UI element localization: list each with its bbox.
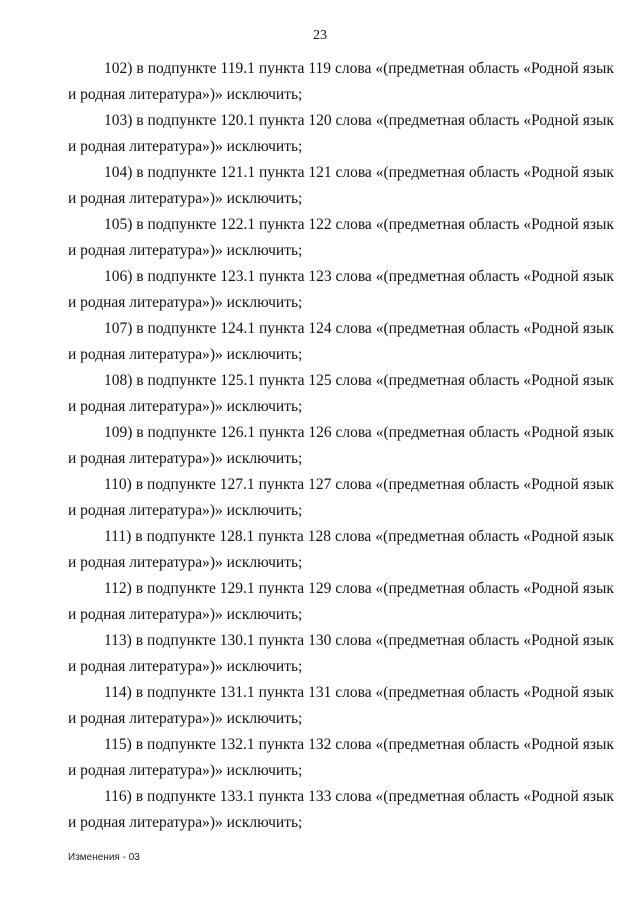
- word: 113): [104, 632, 132, 649]
- word: 104): [104, 164, 133, 181]
- word: язык: [582, 788, 614, 805]
- amendment-list: [68, 56, 614, 836]
- word: «(предметная: [375, 60, 465, 77]
- amendment-item: [68, 160, 614, 212]
- word: 131: [308, 684, 332, 701]
- word: в: [136, 112, 144, 129]
- word: пункта: [258, 268, 305, 285]
- word: язык: [582, 736, 614, 753]
- amendment-line: [68, 784, 614, 810]
- word: 119: [308, 60, 331, 77]
- word: 120: [308, 112, 332, 129]
- amendment-item: [68, 108, 614, 160]
- word: «Родной: [523, 580, 579, 597]
- amendment-item: [68, 576, 614, 628]
- word: слова: [335, 632, 372, 649]
- word: подпункте: [147, 424, 217, 441]
- word: язык: [582, 216, 614, 233]
- page-number: 23: [313, 28, 327, 43]
- word: пункта: [258, 320, 305, 337]
- word: область: [468, 320, 520, 337]
- word: область: [468, 216, 520, 233]
- word: пункта: [258, 424, 305, 441]
- word: в: [135, 684, 144, 701]
- word: слова: [334, 60, 372, 77]
- amendment-line: [68, 472, 614, 498]
- amendment-continuation: и родная литература»)» исключить;: [68, 658, 303, 675]
- word: язык: [582, 632, 614, 649]
- amendment-line: [68, 524, 614, 550]
- word: слова: [334, 528, 372, 545]
- amendment-continuation: и родная литература»)» исключить;: [68, 606, 303, 623]
- word: 110): [104, 476, 132, 493]
- word: область: [468, 528, 520, 545]
- word: «Родной: [523, 632, 579, 649]
- word: пункта: [258, 164, 305, 181]
- word: 123.1: [220, 268, 256, 285]
- word: слова: [335, 736, 372, 753]
- word: язык: [582, 476, 614, 493]
- word: 121.1: [220, 164, 256, 181]
- word: подпункте: [147, 788, 216, 805]
- word: в: [136, 216, 144, 233]
- amendment-line: [68, 56, 614, 82]
- word: язык: [582, 60, 614, 77]
- word: слова: [335, 216, 372, 233]
- word: пункта: [258, 632, 305, 649]
- word: в: [135, 580, 144, 597]
- word: 114): [104, 684, 132, 701]
- word: пункта: [258, 736, 305, 753]
- amendment-item: [68, 56, 614, 108]
- word: «(предметная: [375, 528, 465, 545]
- word: 105): [104, 216, 133, 233]
- amendment-continuation: и родная литература»)» исключить;: [68, 710, 303, 727]
- word: в: [135, 476, 144, 493]
- amendment-continuation: и родная литература»)» исключить;: [68, 762, 303, 779]
- word: 125.1: [220, 372, 256, 389]
- word: в: [136, 424, 144, 441]
- word: язык: [582, 372, 614, 389]
- word: 133.1: [219, 788, 255, 805]
- word: 123: [308, 268, 332, 285]
- amendment-item: [68, 368, 614, 420]
- word: 102): [104, 60, 133, 77]
- amendment-continuation: и родная литература»)» исключить;: [68, 242, 303, 259]
- word: 124: [308, 320, 332, 337]
- word: 132.1: [219, 736, 255, 753]
- word: «Родной: [523, 476, 579, 493]
- word: «(предметная: [375, 632, 465, 649]
- word: в: [136, 372, 144, 389]
- word: пункта: [258, 216, 305, 233]
- word: слова: [335, 112, 372, 129]
- word: «(предметная: [375, 684, 465, 701]
- word: язык: [582, 580, 614, 597]
- word: в: [136, 60, 144, 77]
- word: «(предметная: [375, 112, 465, 129]
- word: область: [468, 60, 520, 77]
- amendment-item: [68, 420, 614, 472]
- word: подпункте: [146, 528, 216, 545]
- word: область: [468, 164, 520, 181]
- amendment-line: [68, 368, 614, 394]
- word: 122.1: [220, 216, 256, 233]
- amendment-continuation: и родная литература»)» исключить;: [68, 190, 303, 207]
- word: 129: [308, 580, 332, 597]
- word: пункта: [258, 112, 305, 129]
- word: «Родной: [523, 788, 579, 805]
- word: слова: [335, 580, 372, 597]
- word: подпункте: [147, 372, 217, 389]
- word: «Родной: [523, 372, 579, 389]
- word: пункта: [258, 788, 305, 805]
- amendment-line: [68, 732, 614, 758]
- word: язык: [582, 684, 614, 701]
- word: область: [468, 632, 520, 649]
- word: «Родной: [523, 684, 579, 701]
- amendment-line: [68, 420, 614, 446]
- word: область: [468, 788, 520, 805]
- word: подпункте: [147, 580, 216, 597]
- word: 121: [308, 164, 332, 181]
- word: «Родной: [523, 216, 579, 233]
- footer-note: Изменения - 03: [68, 852, 140, 863]
- word: «Родной: [523, 528, 579, 545]
- word: слова: [335, 268, 372, 285]
- word: 119.1: [220, 60, 255, 77]
- word: подпункте: [147, 164, 217, 181]
- word: «(предметная: [375, 216, 465, 233]
- word: «Родной: [523, 164, 579, 181]
- word: область: [468, 268, 520, 285]
- word: 131.1: [219, 684, 255, 701]
- amendment-continuation: и родная литература»)» исключить;: [68, 138, 303, 155]
- word: «(предметная: [375, 580, 465, 597]
- word: подпункте: [147, 736, 216, 753]
- word: область: [468, 424, 520, 441]
- word: «(предметная: [375, 788, 465, 805]
- word: язык: [582, 424, 614, 441]
- word: 127: [308, 476, 332, 493]
- amendment-continuation: и родная литература»)» исключить;: [68, 346, 303, 363]
- word: 125: [308, 372, 332, 389]
- amendment-continuation: и родная литература»)» исключить;: [68, 554, 303, 571]
- word: область: [468, 736, 520, 753]
- word: «(предметная: [375, 476, 465, 493]
- word: «Родной: [523, 424, 579, 441]
- amendment-item: [68, 264, 614, 316]
- word: «(предметная: [375, 736, 465, 753]
- word: подпункте: [147, 268, 217, 285]
- word: «Родной: [523, 320, 579, 337]
- word: область: [468, 580, 520, 597]
- word: 130: [308, 632, 332, 649]
- amendment-item: [68, 784, 614, 836]
- amendment-item: [68, 472, 614, 524]
- word: 112): [104, 580, 132, 597]
- word: слова: [335, 684, 372, 701]
- word: пункта: [258, 580, 305, 597]
- amendment-continuation: и родная литература»)» исключить;: [68, 450, 303, 467]
- word: подпункте: [147, 60, 217, 77]
- word: «Родной: [523, 268, 579, 285]
- word: 124.1: [220, 320, 256, 337]
- word: подпункте: [147, 632, 216, 649]
- word: в: [135, 528, 143, 545]
- amendment-continuation: и родная литература»)» исключить;: [68, 398, 303, 415]
- word: 128: [307, 528, 331, 545]
- word: 115): [104, 736, 132, 753]
- amendment-item: [68, 316, 614, 368]
- word: «(предметная: [375, 268, 465, 285]
- amendment-line: [68, 108, 614, 134]
- amendment-line: [68, 628, 614, 654]
- amendment-line: [68, 316, 614, 342]
- word: подпункте: [147, 476, 216, 493]
- word: подпункте: [147, 320, 217, 337]
- word: слова: [335, 424, 372, 441]
- word: подпункте: [147, 216, 217, 233]
- amendment-continuation: и родная литература»)» исключить;: [68, 502, 303, 519]
- amendment-line: [68, 680, 614, 706]
- word: область: [468, 476, 520, 493]
- word: область: [468, 372, 520, 389]
- word: «(предметная: [375, 424, 465, 441]
- amendment-continuation: и родная литература»)» исключить;: [68, 86, 303, 103]
- word: 122: [308, 216, 332, 233]
- word: область: [468, 112, 520, 129]
- word: слова: [335, 788, 372, 805]
- word: в: [136, 320, 144, 337]
- amendment-item: [68, 680, 614, 732]
- amendment-continuation: и родная литература»)» исключить;: [68, 294, 303, 311]
- word: в: [135, 632, 144, 649]
- word: в: [135, 736, 144, 753]
- amendment-line: [68, 160, 614, 186]
- word: 116): [104, 788, 132, 805]
- word: в: [136, 268, 144, 285]
- word: 108): [104, 372, 133, 389]
- word: пункта: [258, 684, 305, 701]
- word: слова: [335, 320, 372, 337]
- word: 103): [104, 112, 133, 129]
- amendment-line: [68, 264, 614, 290]
- word: 130.1: [219, 632, 255, 649]
- word: 111): [104, 528, 132, 545]
- word: 120.1: [220, 112, 256, 129]
- amendment-item: [68, 732, 614, 784]
- word: «Родной: [523, 112, 579, 129]
- amendment-line: [68, 212, 614, 238]
- amendment-item: [68, 212, 614, 264]
- word: 127.1: [219, 476, 255, 493]
- word: «(предметная: [375, 164, 465, 181]
- word: 107): [104, 320, 133, 337]
- word: язык: [582, 112, 614, 129]
- word: 126.1: [220, 424, 256, 441]
- word: подпункте: [147, 684, 216, 701]
- word: слова: [335, 164, 372, 181]
- word: язык: [582, 320, 614, 337]
- word: пункта: [258, 528, 304, 545]
- word: «Родной: [523, 60, 579, 77]
- word: язык: [582, 268, 614, 285]
- amendment-continuation: и родная литература»)» исключить;: [68, 814, 303, 831]
- amendment-item: [68, 628, 614, 680]
- word: слова: [335, 476, 372, 493]
- word: 128.1: [219, 528, 255, 545]
- word: слова: [335, 372, 372, 389]
- amendment-item: [68, 524, 614, 576]
- word: 126: [308, 424, 332, 441]
- amendment-line: [68, 576, 614, 602]
- word: «(предметная: [375, 320, 465, 337]
- word: в: [136, 164, 144, 181]
- word: 129.1: [219, 580, 255, 597]
- word: пункта: [258, 476, 305, 493]
- word: «(предметная: [375, 372, 465, 389]
- word: 106): [104, 268, 133, 285]
- word: 133: [308, 788, 332, 805]
- word: 132: [308, 736, 332, 753]
- word: в: [135, 788, 144, 805]
- word: «Родной: [523, 736, 579, 753]
- word: область: [468, 684, 520, 701]
- word: язык: [582, 528, 614, 545]
- word: язык: [582, 164, 614, 181]
- word: пункта: [258, 60, 305, 77]
- word: подпункте: [147, 112, 217, 129]
- word: 109): [104, 424, 133, 441]
- word: пункта: [258, 372, 305, 389]
